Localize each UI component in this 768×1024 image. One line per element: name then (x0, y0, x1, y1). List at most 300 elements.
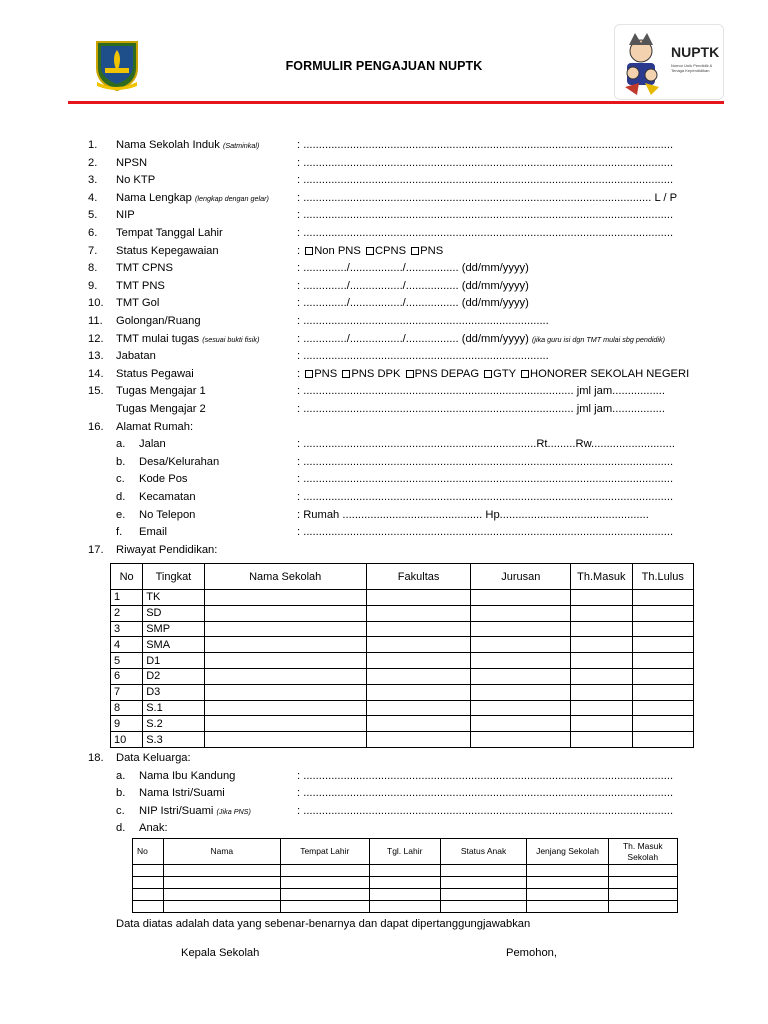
field-label (116, 315, 201, 327)
checkbox[interactable] (521, 370, 529, 378)
address-label: No Telepon (139, 508, 196, 521)
field-number: 6. (88, 227, 98, 239)
children-cell[interactable] (280, 877, 369, 889)
form-row (0, 456, 768, 473)
edu-no: 3 (111, 621, 143, 637)
edu-cell[interactable] (204, 637, 366, 653)
field-value[interactable] (297, 315, 549, 327)
field-value[interactable] (297, 385, 665, 397)
field-value[interactable] (297, 403, 665, 415)
field-number: 7. (88, 244, 98, 257)
education-row (111, 621, 694, 637)
family-label-text: Nama Istri/Suami (139, 787, 225, 800)
checkbox[interactable] (411, 247, 419, 255)
education-row (111, 700, 694, 716)
edu-cell[interactable] (471, 732, 571, 748)
field-value-text: : ....................................................................................................................... (297, 209, 674, 222)
children-row (133, 877, 678, 889)
field-note: (Satminkal) (222, 141, 260, 150)
edu-cell[interactable] (571, 668, 632, 684)
field-label (116, 174, 155, 186)
family-label-text: NIP Istri/Suami (139, 804, 214, 817)
field-value-text: : ............../................./................. (dd/mm/yyyy) (297, 262, 529, 275)
children-cell[interactable] (369, 877, 440, 889)
checkbox-label: GTY (493, 367, 516, 380)
family-sub-letter: d. (116, 822, 126, 835)
form-row (0, 526, 768, 543)
children-cell[interactable] (527, 877, 608, 889)
edu-cell[interactable] (366, 605, 471, 621)
field-number: 10. (88, 297, 104, 310)
edu-cell[interactable] (366, 732, 471, 748)
children-col-header: Tempat Lahir (280, 839, 369, 865)
address-sub-letter: e. (116, 508, 126, 521)
children-col-header: Nama (163, 839, 280, 865)
field-value-text: : ............................................................................... (297, 315, 549, 327)
address-sub-letter: a. (116, 438, 126, 451)
form-row (0, 770, 768, 787)
field-value-text: : ....................................................................................................................... (297, 227, 674, 239)
form-row (0, 822, 768, 839)
edu-cell[interactable] (471, 668, 571, 684)
field-number: 12. (88, 332, 104, 345)
field-value[interactable] (297, 297, 529, 309)
field-label (116, 350, 156, 362)
declaration-statement: Data diatas adalah data yang sebenar-benarnya dan dapat dipertanggungjawabkan (116, 918, 531, 930)
address-label: Email (139, 526, 167, 539)
field-label (116, 139, 259, 151)
field-number: 14. (88, 367, 104, 380)
edu-level: S.2 (143, 716, 204, 732)
field-label-text: Status Kepegawaian (116, 244, 219, 257)
address-value[interactable]: : Rumah ............................................. Hp................................................ (297, 508, 649, 521)
edu-cell[interactable] (204, 668, 366, 684)
education-row (111, 605, 694, 621)
edu-no: 7 (111, 684, 143, 700)
edu-cell[interactable] (204, 653, 366, 669)
edu-cell[interactable] (571, 590, 632, 606)
address-sub-letter: c. (116, 473, 125, 486)
field-label-text: TMT mulai tugas (116, 332, 200, 345)
checkbox-label: PNS (420, 244, 444, 257)
edu-level: S.3 (143, 732, 204, 748)
form-row (0, 491, 768, 508)
edu-no: 6 (111, 668, 143, 684)
edu-cell[interactable] (204, 590, 366, 606)
children-cell[interactable] (440, 889, 527, 901)
field-label-text: NPSN (116, 156, 148, 169)
header-divider (68, 101, 724, 104)
field-value-text: : ....................................................................................................................... (297, 156, 674, 169)
checkbox[interactable] (342, 370, 350, 378)
field-label-text: Tugas Mengajar 1 (116, 385, 206, 398)
field-value-text: : ............../................./................. (dd/mm/yyyy) (297, 332, 529, 345)
field-label-text: Nama Lengkap (116, 191, 192, 204)
form-row (0, 192, 768, 209)
address-value[interactable]: : ....................................................................................................................... (297, 491, 674, 503)
edu-cell[interactable] (471, 637, 571, 653)
children-cell[interactable] (163, 877, 280, 889)
children-cell[interactable] (440, 865, 527, 877)
field-value[interactable] (297, 157, 673, 169)
children-col-header: No (133, 839, 164, 865)
children-cell[interactable] (369, 865, 440, 877)
edu-cell[interactable] (366, 700, 471, 716)
edu-cell[interactable] (471, 684, 571, 700)
field-label-text: TMT PNS (116, 279, 165, 292)
edu-no: 2 (111, 605, 143, 621)
children-cell[interactable] (369, 889, 440, 901)
field-label (116, 368, 194, 380)
col-school-name: Nama Sekolah (204, 564, 366, 590)
field-label-text: Status Pegawai (116, 367, 194, 380)
edu-no: 9 (111, 716, 143, 732)
edu-cell[interactable] (632, 716, 693, 732)
edu-cell[interactable] (632, 590, 693, 606)
children-cell[interactable] (608, 901, 677, 913)
field-label (116, 280, 165, 292)
edu-cell[interactable] (632, 653, 693, 669)
field-value[interactable] (297, 333, 665, 345)
field-value-text: : ............../................./................. (dd/mm/yyyy) (297, 279, 529, 292)
edu-cell[interactable] (204, 684, 366, 700)
field-label-text: Tempat Tanggal Lahir (116, 227, 223, 239)
family-label (139, 787, 225, 799)
family-heading: Data Keluarga: (116, 752, 191, 764)
field-label-text: Tugas Mengajar 2 (116, 403, 206, 415)
field-value[interactable] (297, 280, 529, 292)
field-number: 3. (88, 174, 98, 187)
edu-no: 10 (111, 732, 143, 748)
nuptk-logo-tagline: Nomor Unik Pendidik & Tenaga Kependidikan (671, 63, 713, 73)
form-row (0, 805, 768, 822)
edu-cell[interactable] (204, 700, 366, 716)
edu-cell[interactable] (204, 605, 366, 621)
field-options: : Non PNS CPNS PNS (297, 244, 444, 257)
field-label (116, 421, 193, 433)
field-label (116, 157, 147, 169)
form-row (0, 209, 768, 226)
form-row (0, 333, 768, 350)
field-options: : PNS PNS DPK PNS DEPAG GTY HONORER SEKOLAH NEGERI (297, 367, 690, 380)
checkbox-label: PNS DPK (351, 367, 401, 380)
principal-signature-label: Kepala Sekolah (181, 947, 260, 959)
field-value[interactable] (297, 227, 673, 239)
family-value[interactable]: : ....................................................................................................................... (297, 804, 674, 817)
edu-cell[interactable] (471, 653, 571, 669)
checkbox[interactable] (366, 247, 374, 255)
children-cell[interactable] (608, 865, 677, 877)
edu-level: D2 (143, 668, 204, 684)
children-cell[interactable] (280, 889, 369, 901)
field-number: 5. (88, 209, 98, 222)
edu-cell[interactable] (632, 605, 693, 621)
address-value[interactable]: : ....................................................................................................................... (297, 455, 674, 468)
edu-no: 8 (111, 700, 143, 716)
field-number: 16. (88, 420, 104, 433)
education-heading: Riwayat Pendidikan: (116, 543, 218, 556)
field-label-text: No KTP (116, 174, 156, 187)
checkbox[interactable] (406, 370, 414, 378)
field-label-text: Jabatan (116, 350, 156, 363)
col-level: Tingkat (143, 564, 204, 590)
form-row (0, 227, 768, 244)
edu-cell[interactable] (204, 732, 366, 748)
field-value[interactable] (297, 139, 673, 151)
edu-cell[interactable] (471, 605, 571, 621)
education-table-header (111, 564, 694, 590)
field-value-text: : ....................................................................................... jml jam................. (297, 403, 666, 415)
children-cell[interactable] (133, 877, 164, 889)
form-row (0, 544, 768, 561)
field-label-text: Alamat Rumah: (116, 420, 194, 433)
edu-cell[interactable] (632, 684, 693, 700)
form-row (0, 245, 768, 262)
family-note: (Jika PNS) (216, 806, 251, 816)
form-row (0, 421, 768, 438)
edu-cell[interactable] (632, 732, 693, 748)
children-cell[interactable] (133, 865, 164, 877)
education-row (111, 637, 694, 653)
children-cell[interactable] (608, 889, 677, 901)
children-cell[interactable] (133, 901, 164, 913)
field-number: 11. (88, 315, 103, 327)
field-number: 13. (88, 350, 104, 363)
edu-cell[interactable] (471, 621, 571, 637)
children-heading: Anak: (139, 822, 168, 835)
form-row (0, 385, 768, 402)
field-number: 17. (88, 543, 104, 556)
nuptk-logo (614, 24, 724, 100)
children-cell[interactable] (163, 865, 280, 877)
edu-cell[interactable] (632, 621, 693, 637)
field-note: (lengkap dengan gelar) (195, 193, 269, 203)
family-label (139, 805, 251, 817)
field-label (116, 209, 135, 221)
col-faculty: Fakultas (366, 564, 471, 590)
field-value-text: : ....................................................................................................................... (297, 174, 674, 187)
education-row (111, 716, 694, 732)
edu-cell[interactable] (204, 716, 366, 732)
field-number: 15. (88, 385, 104, 398)
applicant-signature-label: Pemohon, (506, 947, 557, 959)
field-label (116, 262, 173, 274)
children-col-header: Jenjang Sekolah (527, 839, 608, 865)
field-label-text: TMT Gol (116, 297, 160, 310)
family-sub-letter: b. (116, 787, 126, 800)
edu-no: 4 (111, 637, 143, 653)
edu-cell[interactable] (366, 637, 471, 653)
children-cell[interactable] (163, 889, 280, 901)
field-value[interactable] (297, 174, 673, 186)
col-year-in: Th.Masuk (571, 564, 632, 590)
field-value-note: (jika guru isi dgn TMT mulai sbg pendidik) (531, 334, 666, 344)
checkbox-label: CPNS (374, 244, 407, 257)
field-label (116, 385, 206, 397)
form-row (0, 438, 768, 455)
children-table (132, 838, 678, 913)
checkbox-label: Non PNS (314, 244, 361, 257)
edu-cell[interactable] (571, 637, 632, 653)
edu-cell[interactable] (471, 716, 571, 732)
children-cell[interactable] (440, 877, 527, 889)
children-cell[interactable] (527, 889, 608, 901)
edu-cell[interactable] (366, 684, 471, 700)
field-number: 9. (88, 279, 98, 292)
address-label: Kecamatan (139, 491, 196, 503)
field-number: 1. (88, 139, 98, 151)
field-label-text: Nama Sekolah Induk (116, 139, 220, 151)
children-cell[interactable] (527, 901, 608, 913)
field-number: 2. (88, 156, 98, 169)
field-label (116, 245, 219, 257)
edu-cell[interactable] (366, 716, 471, 732)
col-major: Jurusan (471, 564, 571, 590)
children-cell[interactable] (280, 865, 369, 877)
field-label (116, 297, 159, 309)
edu-no: 5 (111, 653, 143, 669)
field-label (116, 333, 259, 345)
checkbox[interactable] (484, 370, 492, 378)
children-col-header: Th. Masuk Sekolah (608, 839, 677, 865)
edu-cell[interactable] (571, 684, 632, 700)
address-sub-letter: b. (116, 455, 126, 468)
address-sub-letter: d. (116, 491, 126, 503)
education-history-table (110, 563, 694, 748)
field-label (116, 192, 269, 204)
edu-cell[interactable] (632, 700, 693, 716)
family-sub-letter: c. (116, 804, 125, 817)
family-value[interactable]: : ....................................................................................................................... (297, 787, 674, 800)
field-number: 4. (88, 191, 98, 204)
edu-cell[interactable] (366, 590, 471, 606)
children-cell[interactable] (527, 865, 608, 877)
edu-level: SD (143, 605, 204, 621)
edu-cell[interactable] (471, 700, 571, 716)
checkbox-label: PNS (314, 367, 338, 380)
field-number: 18. (88, 752, 104, 764)
edu-level: S.1 (143, 700, 204, 716)
field-label-text: TMT CPNS (116, 262, 173, 275)
form-row (0, 280, 768, 297)
field-value[interactable] (297, 209, 673, 221)
children-cell[interactable] (163, 901, 280, 913)
checkbox[interactable] (305, 370, 313, 378)
nuptk-logo-text: NUPTK (671, 44, 720, 60)
form-row (0, 315, 768, 332)
field-value-text: : ....................................................................................... jml jam................. (297, 385, 666, 398)
education-row (111, 684, 694, 700)
address-label: Desa/Kelurahan (139, 455, 220, 468)
children-row (133, 865, 678, 877)
edu-cell[interactable] (366, 621, 471, 637)
field-note: (sesuai bukti fisik) (202, 334, 260, 344)
field-label-text: NIP (116, 209, 135, 222)
education-row (111, 590, 694, 606)
field-label-text: Golongan/Ruang (116, 315, 201, 327)
checkbox-label: PNS DEPAG (414, 367, 480, 380)
family-label-text: Nama Ibu Kandung (139, 769, 236, 782)
edu-cell[interactable] (632, 668, 693, 684)
edu-level: SMP (143, 621, 204, 637)
address-sub-letter: f. (116, 526, 123, 539)
form-row (0, 473, 768, 490)
form-row (0, 297, 768, 314)
form-row (0, 403, 768, 420)
field-value[interactable] (297, 192, 677, 204)
col-no: No (111, 564, 143, 590)
form-row (0, 787, 768, 804)
field-label (116, 403, 206, 415)
address-label: Kode Pos (139, 473, 188, 486)
form-row (0, 139, 768, 156)
edu-cell[interactable] (571, 716, 632, 732)
field-value-text: : ............../................./................. (dd/mm/yyyy) (297, 297, 529, 310)
form-row (0, 350, 768, 367)
edu-cell[interactable] (571, 732, 632, 748)
edu-no: 1 (111, 590, 143, 606)
children-row (133, 889, 678, 901)
family-value[interactable]: : ....................................................................................................................... (297, 769, 674, 782)
children-col-header: Tgl. Lahir (369, 839, 440, 865)
form-row (0, 262, 768, 279)
children-cell[interactable] (280, 901, 369, 913)
field-value-text: : ....................................................................................................................... (297, 139, 674, 151)
edu-cell[interactable] (471, 590, 571, 606)
form-row (0, 752, 768, 769)
edu-level: D1 (143, 653, 204, 669)
children-cell[interactable] (369, 901, 440, 913)
field-value[interactable] (297, 262, 529, 274)
checkbox-label: HONORER SEKOLAH NEGERI (530, 367, 690, 380)
field-value-text: : ................................................................................................................ L / P (297, 191, 678, 204)
education-row (111, 668, 694, 684)
field-value[interactable] (297, 350, 549, 362)
family-label (139, 770, 235, 782)
form-row (0, 509, 768, 526)
col-year-out: Th.Lulus (632, 564, 693, 590)
checkbox[interactable] (305, 247, 313, 255)
edu-cell[interactable] (632, 637, 693, 653)
address-value[interactable]: : ...........................................................................Rt.........Rw........................... (297, 438, 675, 451)
edu-cell[interactable] (571, 700, 632, 716)
education-row (111, 732, 694, 748)
edu-cell[interactable] (366, 668, 471, 684)
address-value[interactable]: : ....................................................................................................................... (297, 526, 674, 539)
field-value-text: : ............................................................................... (297, 350, 549, 363)
education-row (111, 653, 694, 669)
field-label (116, 227, 223, 239)
edu-cell[interactable] (204, 621, 366, 637)
children-cell[interactable] (608, 877, 677, 889)
edu-level: TK (143, 590, 204, 606)
form-title: FORMULIR PENGAJUAN NUPTK (285, 59, 483, 73)
children-cell[interactable] (133, 889, 164, 901)
children-cell[interactable] (440, 901, 527, 913)
edu-cell[interactable] (571, 605, 632, 621)
form-row (0, 368, 768, 385)
children-col-header: Status Anak (440, 839, 527, 865)
edu-level: D3 (143, 684, 204, 700)
address-value[interactable]: : ....................................................................................................................... (297, 473, 674, 486)
edu-level: SMA (143, 637, 204, 653)
field-number: 8. (88, 262, 98, 275)
form-row (0, 174, 768, 191)
edu-cell[interactable] (366, 653, 471, 669)
edu-cell[interactable] (571, 621, 632, 637)
address-label: Jalan (139, 438, 166, 451)
edu-cell[interactable] (571, 653, 632, 669)
